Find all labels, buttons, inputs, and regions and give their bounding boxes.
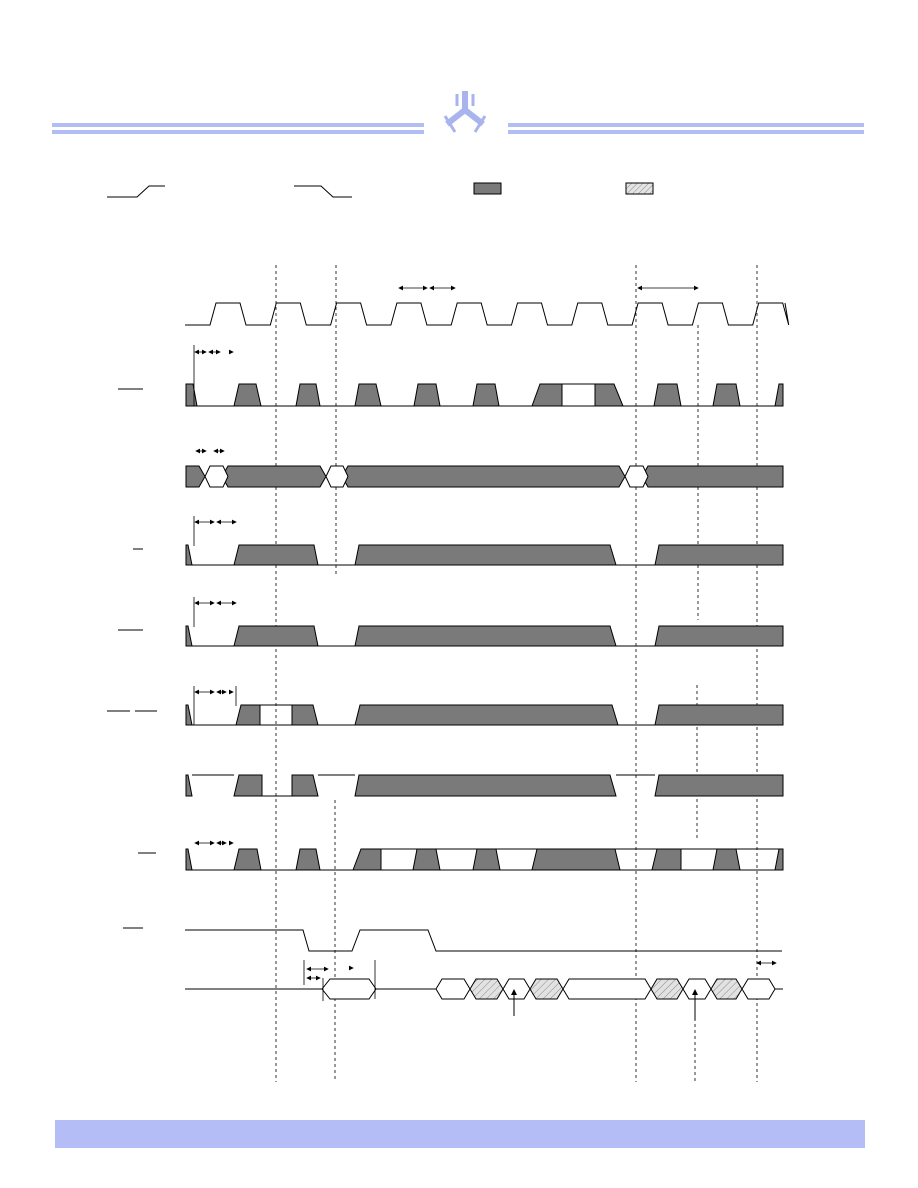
signal-output-enable (185, 930, 782, 951)
dont-care-segment (234, 775, 262, 796)
dont-care-segment (414, 384, 440, 406)
data-undefined-segment (651, 979, 683, 999)
signal-row-6 (186, 705, 783, 725)
dont-care-segment (292, 705, 318, 725)
data-valid-segment (436, 979, 470, 999)
dont-care-segment (473, 384, 499, 406)
dont-care-segment (775, 384, 783, 406)
data-undefined-segment (530, 979, 563, 999)
address-valid (205, 466, 228, 487)
dont-care-segment (296, 384, 320, 406)
data-undefined-segment (711, 979, 742, 999)
data-valid-segment (563, 979, 651, 999)
signal-row-4 (186, 545, 783, 565)
dont-care-segment (234, 626, 318, 646)
signal-row-7 (186, 775, 783, 796)
address-dont-care (186, 466, 205, 487)
dont-care-segment (532, 384, 562, 406)
dont-care-segment (355, 775, 616, 796)
dont-care-segment (355, 384, 381, 406)
dont-care-segment (355, 626, 616, 646)
dont-care-segment (655, 775, 783, 796)
data-valid-segment (683, 979, 711, 999)
signal-data-bus (185, 979, 783, 1020)
signal-label-marks (107, 389, 157, 928)
data-valid-segment (322, 979, 376, 999)
dont-care-segment (652, 849, 681, 870)
dont-care-segment (713, 384, 740, 406)
dont-care-segment (713, 849, 740, 870)
address-valid (326, 466, 348, 487)
data-valid-segment (503, 979, 530, 999)
data-undefined-segment (470, 979, 503, 999)
dont-care-segment (775, 849, 783, 870)
dont-care-segment (186, 849, 192, 870)
dont-care-segment (654, 384, 681, 406)
clock-waveform (185, 303, 789, 325)
address-dont-care (342, 466, 625, 487)
dont-care-segment (186, 545, 192, 565)
signal-row-5 (186, 626, 783, 646)
dont-care-segment (186, 384, 197, 406)
dont-care-segment (186, 705, 192, 725)
dont-care-segment (595, 384, 623, 406)
dont-care-segment (655, 705, 783, 725)
output-enable-waveform (185, 930, 782, 951)
dont-care-segment (234, 849, 261, 870)
dont-care-segment (355, 545, 616, 565)
address-valid (625, 466, 648, 487)
signal-row-8 (186, 849, 783, 870)
address-dont-care (642, 466, 783, 487)
dont-care-segment (234, 545, 318, 565)
data-valid-segment (742, 979, 775, 999)
dont-care-segment (655, 626, 783, 646)
dont-care-segment (186, 626, 192, 646)
signal-row-3 (186, 466, 783, 487)
address-dont-care (222, 466, 326, 487)
signal-clk (185, 303, 789, 325)
dont-care-segment (355, 705, 618, 725)
dont-care-segment (413, 849, 440, 870)
dont-care-segment (186, 775, 192, 796)
footer-bar (55, 1120, 865, 1148)
dont-care-segment (532, 849, 620, 870)
dont-care-segment (473, 849, 500, 870)
dont-care-segment (292, 775, 318, 796)
reference-lines (276, 265, 757, 1082)
dont-care-segment (353, 849, 381, 870)
signal-row-2 (186, 384, 783, 406)
dont-care-segment (655, 545, 783, 565)
dont-care-segment (234, 384, 261, 406)
dont-care-segment (236, 705, 260, 725)
dont-care-segment (296, 849, 320, 870)
